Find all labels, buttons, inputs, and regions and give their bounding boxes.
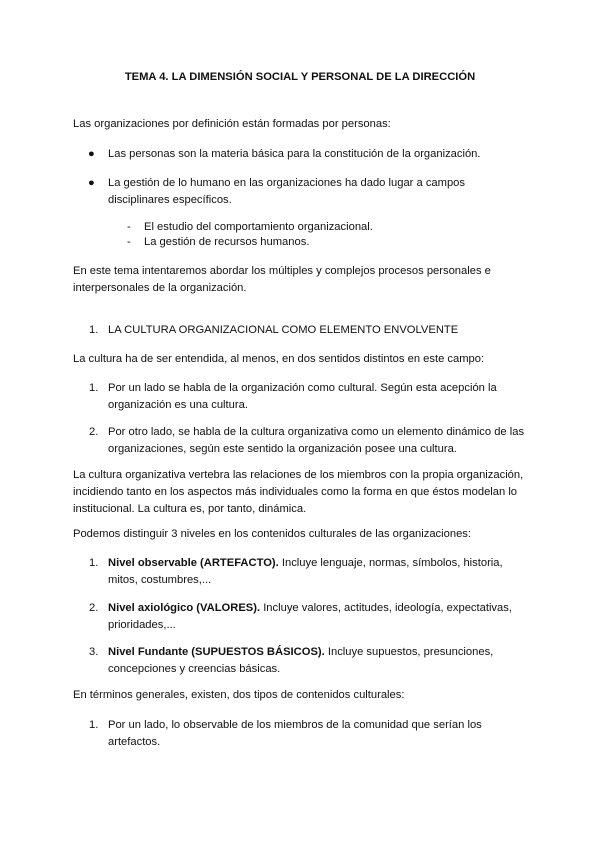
paragraph: En términos generales, existen, dos tipos de contenidos culturales: — [73, 689, 405, 701]
list-number: 1. — [89, 382, 99, 394]
paragraph: Podemos distinguir 3 niveles en los contenidos culturales de las organizaciones: — [73, 528, 472, 540]
list-item: Por un lado, lo observable de los miembros de la comunidad que serían los artefactos. — [108, 719, 482, 748]
bullet-item: La gestión de lo humano en las organizaciones ha dado lugar a campos disciplinares específicos. — [108, 177, 466, 206]
list-item: Por otro lado, se habla de la cultura organizativa como un elemento dinámico de las organizaciones, según este sentido la organización posee una cultura. — [108, 426, 525, 455]
level-text: Incluye valores, actitudes, ideología, expectativas, prioridades,... — [108, 602, 512, 631]
list-number: 3. — [89, 646, 99, 658]
level-text: Incluye supuestos, presunciones, concepciones y creencias básicas. — [108, 646, 494, 675]
bullet-item: Las personas son la materia básica para la constitución de la organización. — [108, 148, 481, 160]
list-number: 1. — [89, 557, 99, 569]
level-title: Nivel Fundante (SUPUESTOS BÁSICOS). — [108, 646, 325, 658]
level-title: Nivel observable (ARTEFACTO). — [108, 557, 279, 569]
section-heading: LA CULTURA ORGANIZACIONAL COMO ELEMENTO ENVOLVENTE — [108, 324, 459, 336]
level-title: Nivel axiológico (VALORES). — [108, 602, 261, 614]
sub-item: El estudio del comportamiento organizacional. — [144, 221, 373, 233]
list-number: 2. — [89, 426, 99, 438]
dash-icon: - — [127, 236, 131, 248]
bullet-icon: ● — [88, 148, 95, 160]
page-title: TEMA 4. LA DIMENSIÓN SOCIAL Y PERSONAL DE LA DIRECCIÓN — [124, 71, 476, 83]
paragraph: En este tema intentaremos abordar los múltiples y complejos procesos personales e interpersonales de la organización. — [73, 265, 491, 294]
bullet-icon: ● — [88, 177, 95, 189]
list-item — [108, 600, 533, 634]
paragraph: La cultura organizativa vertebra las relaciones de los miembros con la propia organización, incidiendo tanto en los aspectos más individuales como la forma en que éstos modelan lo institucional. La cultura es, por tanto, dinámica. — [73, 469, 524, 515]
list-number: 1. — [89, 719, 99, 731]
list-item — [108, 555, 533, 589]
list-number: 2. — [89, 602, 99, 614]
intro-paragraph: Las organizaciones por definición están formadas por personas: — [73, 118, 391, 130]
section-number: 1. — [89, 324, 99, 336]
list-item: Por un lado se habla de la organización como cultural. Según esta acepción la organización es una cultura. — [108, 382, 497, 411]
level-text: Incluye lenguaje, normas, símbolos, historia, mitos, costumbres,... — [108, 557, 503, 586]
sub-item: La gestión de recursos humanos. — [144, 236, 310, 248]
list-item — [108, 644, 533, 678]
paragraph: La cultura ha de ser entendida, al menos, en dos sentidos distintos en este campo: — [73, 353, 485, 365]
dash-icon: - — [127, 221, 131, 233]
